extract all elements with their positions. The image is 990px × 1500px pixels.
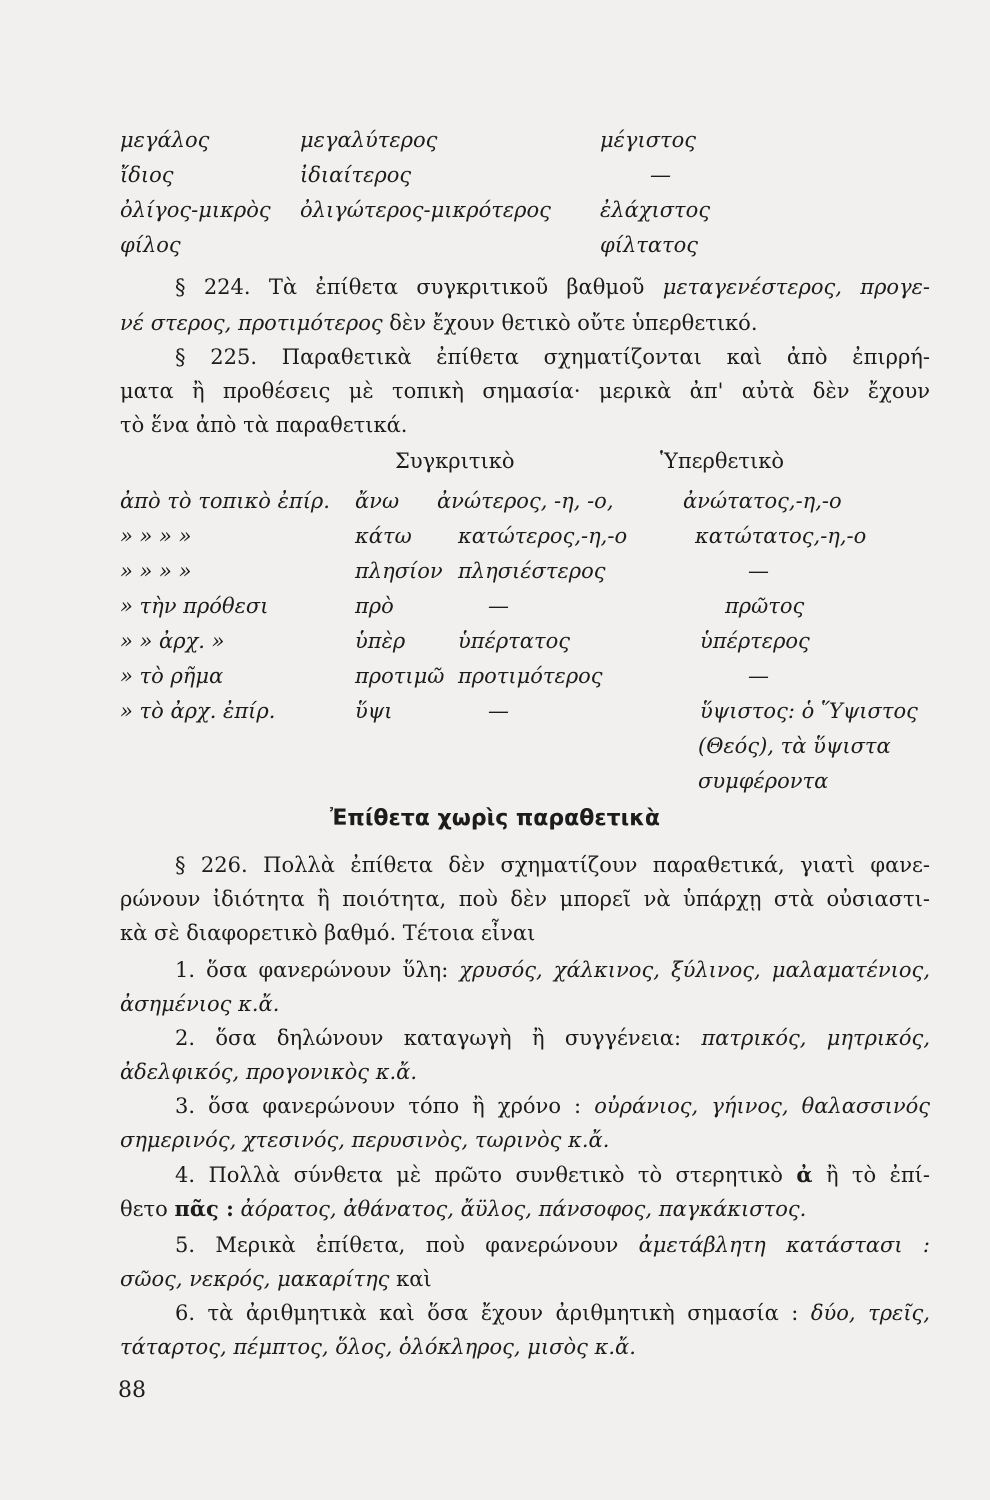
section-heading: Ἐπίθετα χωρὶς παραθετικὰ (330, 806, 660, 831)
text: ἢ τὸ ἐπί- (812, 1163, 930, 1187)
item-2-line-1 (175, 1023, 930, 1053)
table-cell: ὑπέρτατος (458, 629, 571, 653)
table-cell: κάτω (355, 524, 412, 548)
table-cell: » τὸ ρῆμα (120, 664, 224, 688)
item-3-line-2: σημερινός, χτεσινός, περυσινὸς, τωρινὸς κ.ἄ. (120, 1128, 610, 1152)
text: μεταγενέστερος, προγε- (662, 275, 930, 299)
text: 5. Μερικὰ ἐπίθετα, ποὺ φανερώνουν (175, 1233, 639, 1257)
table-cell: ὕψιστος: ὁ Ὕψιστος (700, 699, 918, 723)
table-cell: ὑπέρτερος (700, 629, 810, 653)
text: 3. ὅσα φανερώνουν τόπο ἢ χρόνο : (175, 1094, 595, 1118)
text: δύο, τρεῖς, (810, 1301, 930, 1325)
table-cell: ὕψι (355, 699, 393, 723)
table-cell: ἰδιαίτερος (300, 163, 412, 187)
item-5-line-1 (175, 1230, 930, 1260)
para-225-line-1: § 225. Παραθετικὰ ἐπίθετα σχηματίζονται καὶ ἀπὸ ἐπιρρή- (175, 345, 930, 369)
table-cell: πλησιέστερος (458, 559, 606, 583)
text: πᾶς : (174, 1196, 234, 1221)
text: § 224. Τὰ ἐπίθετα συγκριτικοῦ βαθμοῦ (175, 275, 663, 299)
table-cell: » » ἀρχ. » (120, 629, 225, 653)
table-cell: συμφέροντα (698, 769, 829, 793)
table-cell: φίλτατος (600, 233, 699, 257)
table-cell: φίλος (120, 233, 181, 257)
item-5-line-2 (120, 1264, 940, 1294)
page-number: 88 (118, 1378, 146, 1403)
item-6-line-2: τάταρτος, πέμπτος, ὅλος, ὁλόκληρος, μισὸς κ.ἄ. (120, 1335, 636, 1359)
header-comparative: Συγκριτικὸ (395, 449, 515, 473)
text: σῶος, νεκρός, μακαρίτης (120, 1267, 390, 1291)
table-cell: προτιμότερος (458, 664, 603, 688)
table-cell: προτιμῶ (355, 664, 445, 688)
text: πατρικός, μητρικός, (701, 1026, 930, 1050)
text: δὲν ἔχουν θετικὸ οὔτε ὑπερθετικό. (382, 311, 758, 335)
item-6-line-1 (175, 1298, 930, 1328)
para-224-line-2 (120, 308, 940, 338)
table-cell: πρὸ (355, 594, 394, 618)
table-cell: ἀπὸ τὸ τοπικὸ ἐπίρ. (120, 489, 330, 513)
table-cell: μέγιστος (600, 128, 697, 152)
item-4-line-1 (175, 1160, 930, 1190)
para-226-line-2: ρώνουν ἰδιότητα ἢ ποιότητα, ποὺ δὲν μπορεῖ νὰ ὑπάρχῃ στὰ οὐσιαστι- (120, 887, 930, 911)
text: 6. τὰ ἀριθμητικὰ καὶ ὅσα ἔχουν ἀριθμητικὴ σημασία : (175, 1301, 811, 1325)
para-226-line-1: § 226. Πολλὰ ἐπίθετα δὲν σχηματίζουν παραθετικά, γιατὶ φανε- (175, 853, 930, 877)
text: χρυσός, χάλκινος, ξύλινος, μαλαματένιος, (459, 958, 930, 982)
text: ἀμετάβλητη κατάστασι : (638, 1233, 931, 1257)
table-cell: — (650, 163, 671, 187)
item-1-line-1 (175, 955, 930, 985)
table-cell: — (748, 664, 769, 688)
table-cell: ἀνώτερος, -η, -ο, (437, 489, 614, 513)
table-cell: — (488, 594, 509, 618)
table-cell: μεγαλύτερος (300, 128, 438, 152)
table-cell: » τὸ ἀρχ. ἐπίρ. (120, 699, 276, 723)
table-cell: — (488, 699, 509, 723)
para-226-line-3: κὰ σὲ διαφορετικὸ βαθμό. Τέτοια εἶναι (120, 921, 536, 945)
text: οὐράνιος, γήινος, θαλασσινός (594, 1094, 931, 1118)
table-cell: ὀλίγος-μικρὸς (120, 198, 271, 222)
para-225-line-3: τὸ ἕνα ἀπὸ τὰ παραθετικά. (120, 413, 408, 437)
table-cell: — (748, 559, 769, 583)
text: ἀόρατος, ἀθάνατος, ἄϋλος, πάνσοφος, παγκάκιστος. (233, 1197, 807, 1221)
item-3-line-1 (175, 1091, 930, 1121)
table-cell: ἄνω (355, 489, 400, 513)
table-cell: » » » » (120, 559, 192, 583)
para-225-line-2: ματα ἢ προθέσεις μὲ τοπικὴ σημασία· μερικὰ ἀπ' αὐτὰ δὲν ἔχουν (120, 379, 930, 403)
table-cell: κατώτερος,-η,-ο (458, 524, 628, 548)
table-cell: » » » » (120, 524, 192, 548)
table-cell: πρῶτος (725, 594, 805, 618)
table-cell: κατώτατος,-η,-ο (695, 524, 867, 548)
table-cell: ἀνώτατος,-η,-ο (683, 489, 842, 513)
table-cell: ἴδιος (120, 163, 174, 187)
table-cell: ὀλιγώτερος-μικρότερος (300, 198, 551, 222)
table-cell: » τὴν πρόθεσι (120, 594, 269, 618)
text: 2. ὅσα δηλώνουν καταγωγὴ ἢ συγγένεια: (175, 1026, 702, 1050)
text: 4. Πολλὰ σύνθετα μὲ πρῶτο συνθετικὸ τὸ στερητικὸ (175, 1163, 797, 1187)
table-cell: πλησίον (355, 559, 443, 583)
para-224-line-1 (120, 272, 930, 302)
text: καὶ (389, 1267, 432, 1291)
table-cell: ἐλάχιστος (600, 198, 711, 222)
item-4-line-2 (120, 1194, 940, 1224)
text: θετο (120, 1197, 175, 1221)
table-cell: (Θεός), τὰ ὕψιστα (698, 734, 891, 758)
item-1-line-2: ἀσημένιος κ.ἄ. (120, 992, 280, 1016)
table-cell: μεγάλος (120, 128, 210, 152)
text: νέ στερος, προτιμότερος (120, 311, 383, 335)
text: 1. ὅσα φανερώνουν ὕλη: (175, 958, 460, 982)
text: ἀ (796, 1162, 813, 1187)
item-2-line-2: ἀδελφικός, προγονικὸς κ.ἄ. (120, 1060, 418, 1084)
table-cell: ὑπὲρ (355, 629, 406, 653)
header-superlative: Ὑπερθετικὸ (660, 449, 785, 473)
